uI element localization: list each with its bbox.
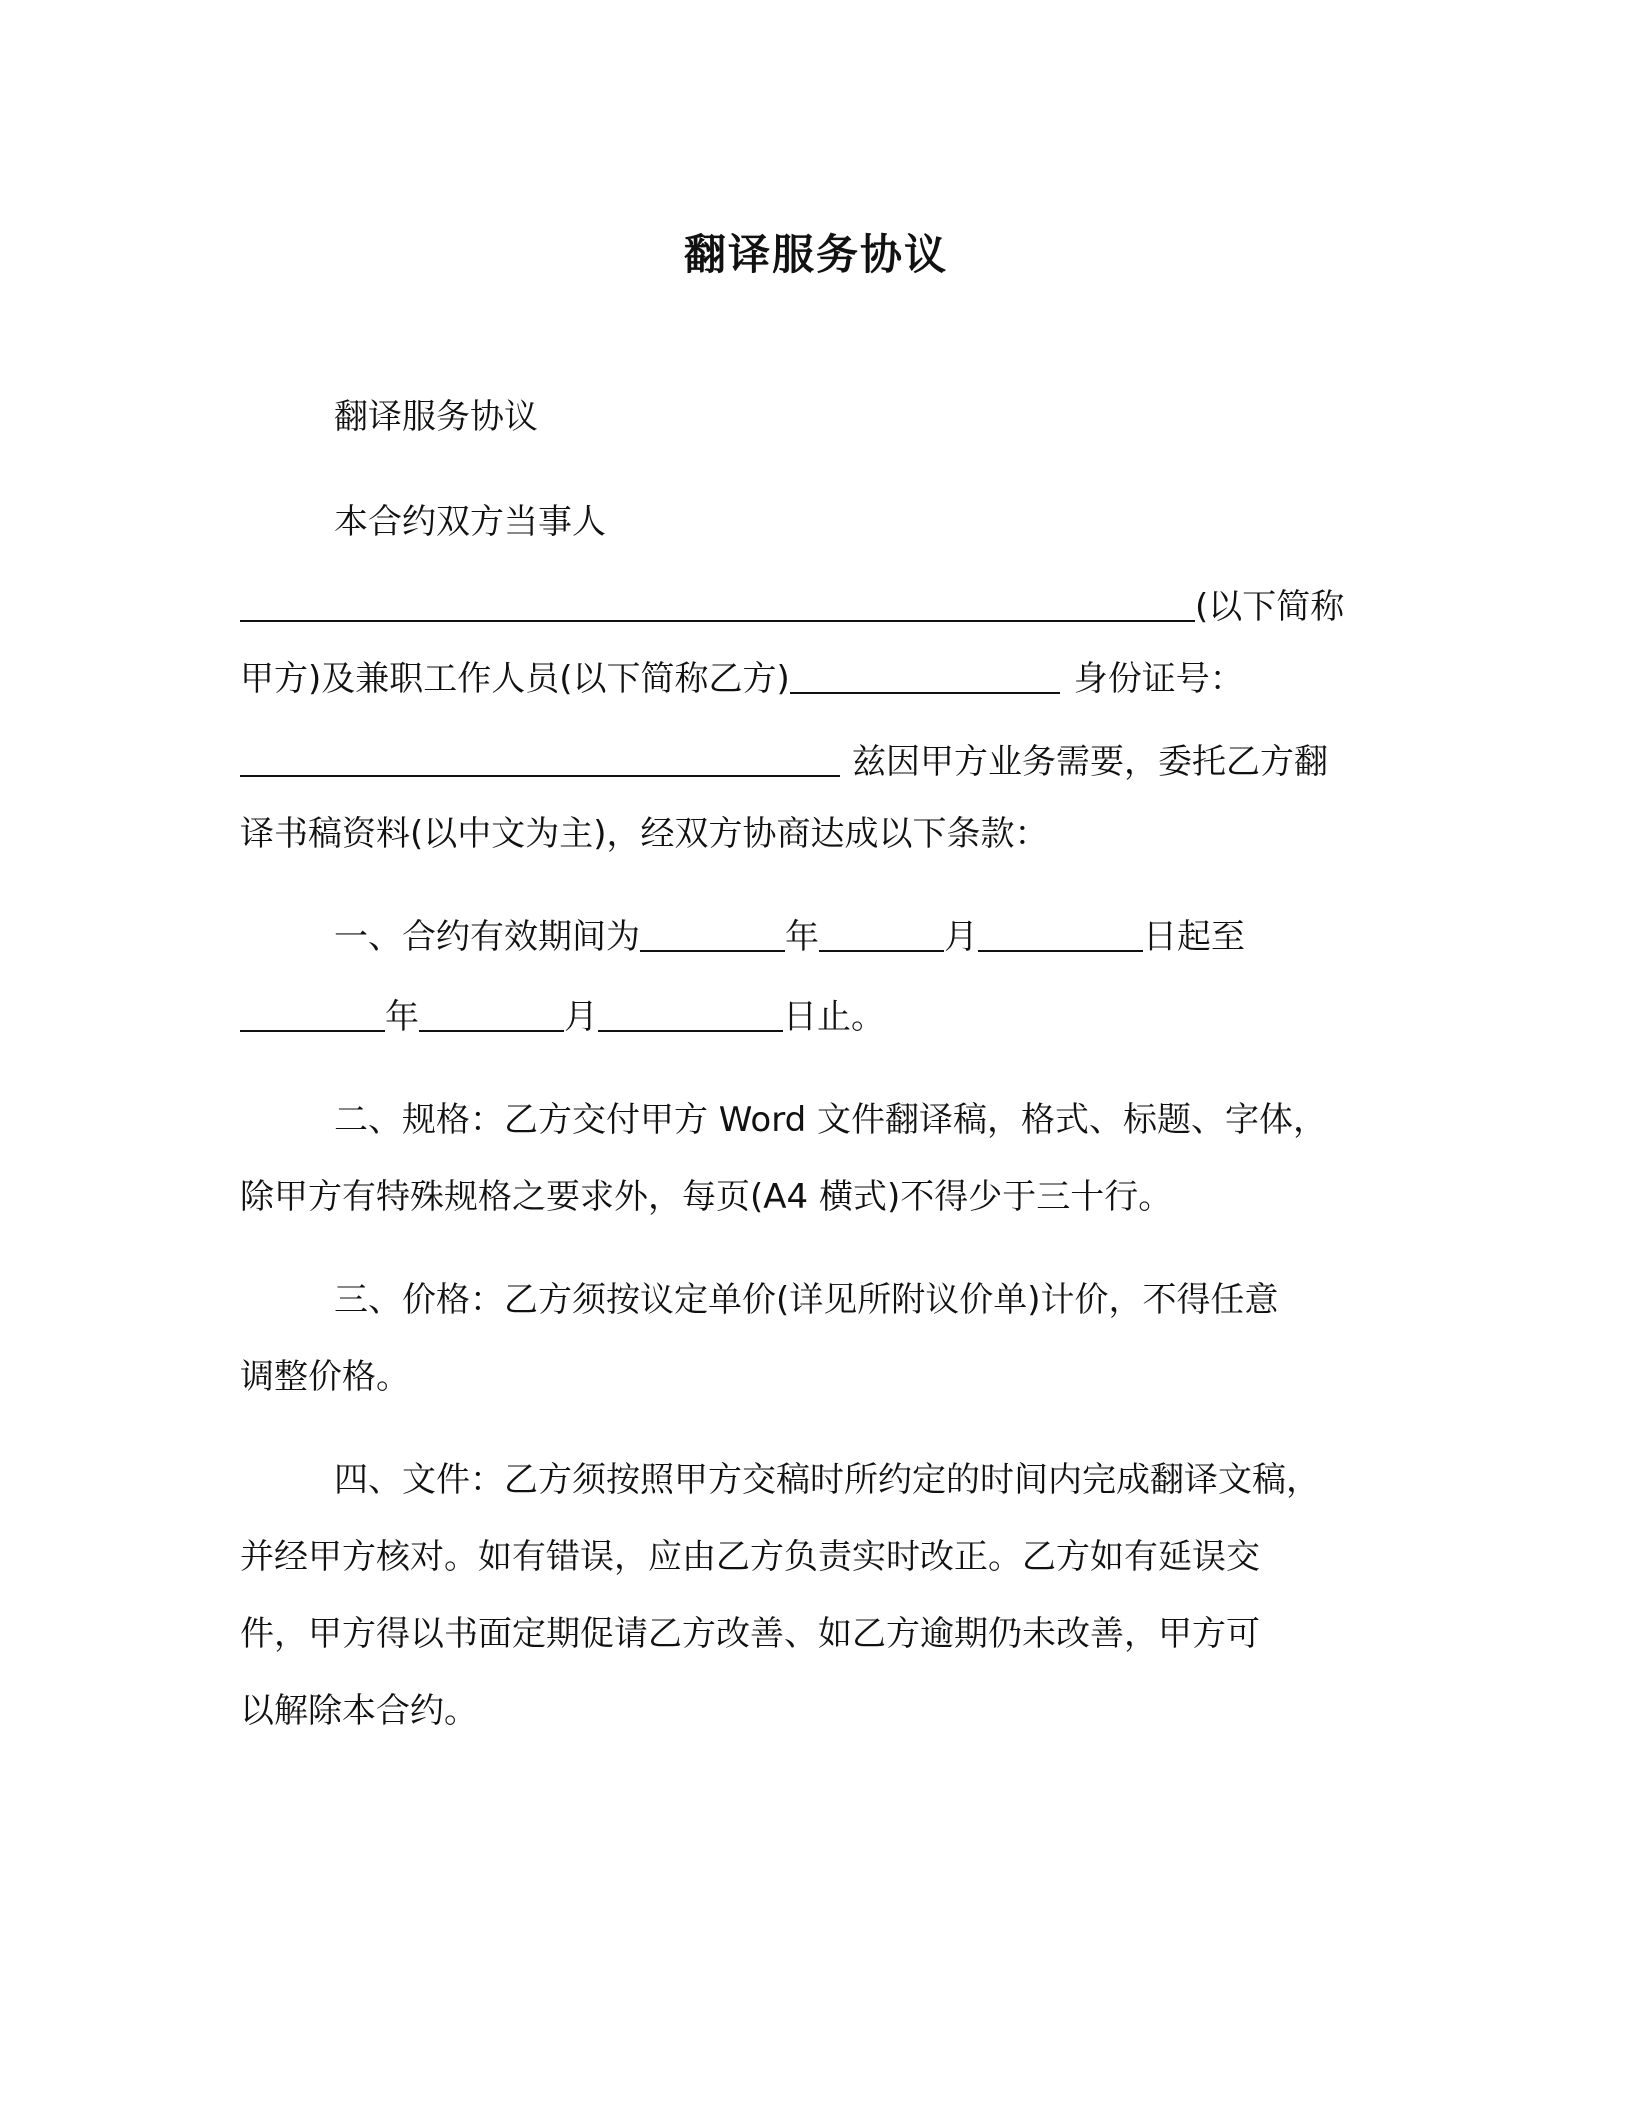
clause-2-line-2: 除甲方有特殊规格之要求外，每页(A4 横式)不得少于三十行。 [240, 1177, 1173, 1217]
clause-1-end-month-label: 月 [564, 997, 598, 1037]
clause-1-end-year-label: 年 [385, 997, 419, 1037]
clause-4-line-1: 四、文件：乙方须按照甲方交稿时所约定的时间内完成翻译文稿， [334, 1460, 1320, 1500]
id-number-blank[interactable] [240, 745, 840, 777]
end-day-blank[interactable] [598, 1000, 783, 1032]
party-line-2-text: 甲方)及兼职工作人员(以下简称乙方) [240, 659, 790, 699]
subtitle: 翻译服务协议 [334, 397, 538, 437]
clause-3-line-1: 三、价格：乙方须按议定单价(详见所附议价单)计价，不得任意 [334, 1280, 1279, 1320]
end-month-blank[interactable] [419, 1000, 564, 1032]
party-line-1-suffix: (以下简称 [1195, 587, 1345, 627]
clause-1-prefix: 一、合约有效期间为 [334, 917, 640, 957]
party-line-4: 译书稿资料(以中文为主)，经双方协商达成以下条款： [240, 814, 1049, 854]
clause-1-day-end: 日止。 [783, 997, 885, 1037]
clause-4-line-3: 件，甲方得以书面定期促请乙方改善、如乙方逾期仍未改善，甲方可 [240, 1614, 1260, 1654]
parties-intro: 本合约双方当事人 [334, 502, 606, 542]
party-line-3 [240, 740, 1328, 784]
clause-1-month-label: 月 [944, 917, 978, 957]
clause-1-year-label: 年 [785, 917, 819, 957]
clause-1-day-start: 日起至 [1143, 917, 1245, 957]
start-day-blank[interactable] [978, 920, 1143, 952]
start-month-blank[interactable] [819, 920, 944, 952]
clause-3-line-2: 调整价格。 [240, 1357, 410, 1397]
clause-4-line-4: 以解除本合约。 [240, 1691, 478, 1731]
document-title: 翻译服务协议 [683, 230, 948, 279]
clause-1-line-2 [240, 995, 885, 1039]
end-year-blank[interactable] [240, 1000, 385, 1032]
clause-2-line-1: 二、规格：乙方交付甲方 Word 文件翻译稿，格式、标题、字体， [334, 1100, 1328, 1140]
id-number-label: 身份证号： [1073, 659, 1244, 699]
party-a-blank[interactable] [240, 590, 1195, 622]
clause-4-line-2: 并经甲方核对。如有错误，应由乙方负责实时改正。乙方如有延误交 [240, 1537, 1260, 1577]
party-line-1 [240, 585, 1344, 629]
party-line-3-suffix: 兹因甲方业务需要，委托乙方翻 [852, 742, 1328, 782]
party-b-name-blank[interactable] [790, 662, 1060, 694]
start-year-blank[interactable] [640, 920, 785, 952]
clause-1-line-1 [334, 915, 1245, 959]
party-line-2 [240, 657, 1244, 701]
